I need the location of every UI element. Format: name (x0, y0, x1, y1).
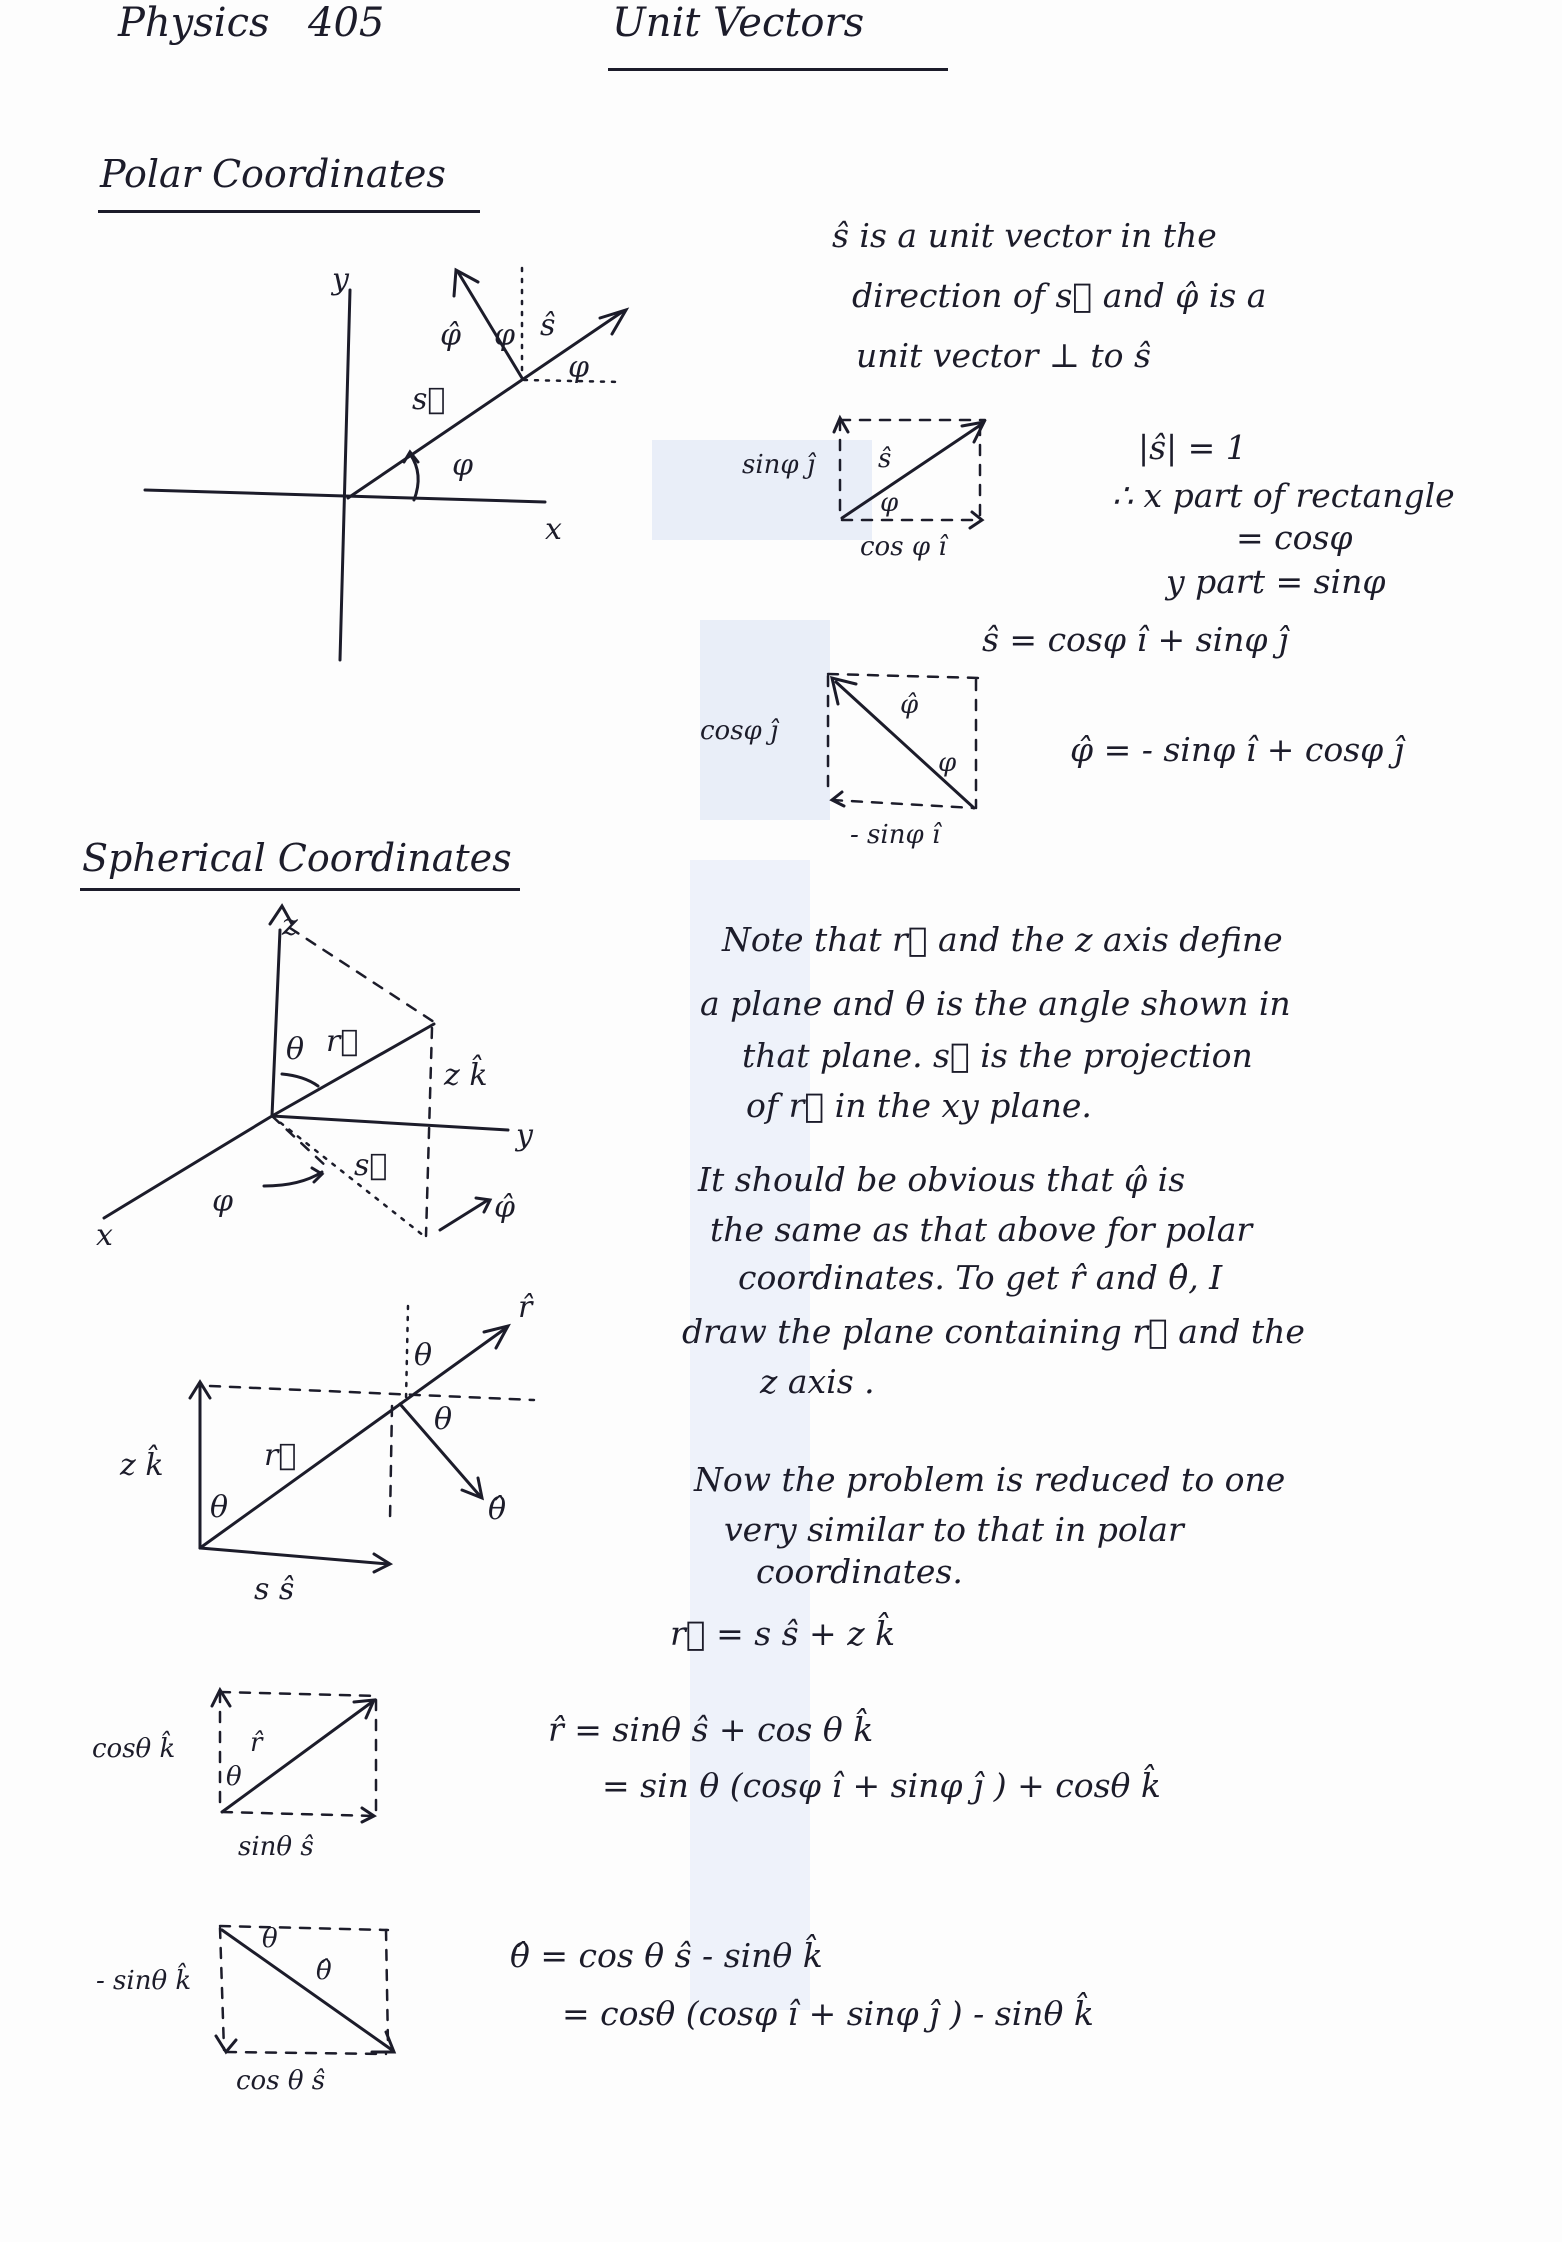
rect2-diag-label: φ̂ (900, 690, 919, 720)
rect4-side-label: - sinθ k̂ (96, 1966, 192, 1996)
fig2-r-hat-label: r̂ (518, 1290, 533, 1325)
sph-y-label: y (516, 1118, 533, 1153)
theta-hat-equation-1: θ̂ = cos θ ŝ - sinθ k̂ (510, 1936, 823, 1975)
rect2-bottom-label: - sinφ î (850, 820, 941, 850)
s-hat-equation: ŝ = cosφ î + sinφ ĵ (982, 620, 1289, 659)
rect3-bottom-label: sinθ ŝ (238, 1832, 314, 1862)
rect1-note-3: = cosφ (1236, 518, 1353, 557)
fig2-theta-label-3: θ (434, 1402, 453, 1437)
polar-phi-label-2: φ (494, 318, 516, 353)
sph-note2-line-5: z axis . (760, 1362, 875, 1401)
sph-phi-label: φ (212, 1184, 234, 1219)
sph-note1-line-1: Note that r⃗ and the z axis define (722, 920, 1283, 959)
rect4-diag-label: θ̂ (316, 1956, 332, 1986)
sph-theta-label: θ (286, 1032, 305, 1067)
fig2-theta-hat-label: θ̂ (488, 1492, 507, 1527)
polar-s-vec-label: s⃗ (412, 382, 446, 417)
fig2-zk-label: z k̂ (120, 1448, 164, 1483)
polar-y-label: y (332, 262, 349, 297)
sph-z-label: z (282, 908, 298, 943)
rect4-bottom-label: cos θ ŝ (236, 2066, 326, 2096)
rect3-angle-label: θ (226, 1762, 242, 1792)
r-hat-equation-1: r̂ = sinθ ŝ + cos θ k̂ (548, 1710, 874, 1749)
page-title: Unit Vectors (612, 0, 865, 46)
rect1-side-label: sinφ ĵ (742, 450, 815, 480)
spherical-heading: Spherical Coordinates (82, 836, 512, 880)
sph-s-vec-label: s⃗ (354, 1148, 388, 1183)
polar-phi-label: φ (452, 448, 474, 483)
rect1-note-4: y part = sinφ (1166, 562, 1386, 601)
sph-note3-line-1: Now the problem is reduced to one (694, 1460, 1286, 1499)
polar-heading: Polar Coordinates (100, 152, 446, 196)
rect2-angle-label: φ (938, 748, 957, 778)
theta-hat-equation-2: = cosθ (cosφ î + sinφ ĵ ) - sinθ k̂ (562, 1994, 1094, 2033)
rect1-bottom-label: cos φ î (860, 532, 947, 562)
fig2-r-vec-label: r⃗ (264, 1438, 297, 1473)
polar-note-line-1: ŝ is a unit vector in the (832, 216, 1217, 255)
polar-s-hat-label: ŝ (540, 308, 556, 343)
sph-r-vec-label: r⃗ (326, 1024, 359, 1059)
sph-note2-line-4: draw the plane containing r⃗ and the (682, 1312, 1305, 1351)
polar-note-line-3: unit vector ⊥ to ŝ (856, 336, 1151, 375)
polar-phi-label-3: φ (568, 350, 590, 385)
sph-note2-line-1: It should be obvious that φ̂ is (698, 1160, 1186, 1199)
course-name: Physics (118, 0, 270, 46)
fig2-ss-label: s ŝ (254, 1572, 295, 1607)
r-vec-equation: r⃗ = s ŝ + z k̂ (670, 1614, 896, 1653)
phi-hat-equation: φ̂ = - sinφ î + cosφ ĵ (1070, 730, 1405, 769)
rect4-diagonal (222, 1930, 392, 2050)
rect1-note-1: |ŝ| = 1 (1138, 428, 1247, 467)
rect2-side-label: cosφ ĵ (700, 716, 779, 746)
rect4-angle-label: θ (262, 1924, 278, 1954)
fig2-theta-label: θ (210, 1490, 229, 1525)
sph-zk-label: z k̂ (444, 1058, 488, 1093)
sph-note1-line-2: a plane and θ is the angle shown in (700, 984, 1291, 1023)
sph-note1-line-4: of r⃗ in the xy plane. (746, 1086, 1092, 1125)
sph-note1-line-3: that plane. s⃗ is the projection (742, 1036, 1253, 1075)
polar-x-label: x (545, 512, 562, 547)
sph-note2-line-2: the same as that above for polar (710, 1210, 1253, 1249)
rect3-side-label: cosθ k̂ (92, 1734, 176, 1764)
r-hat-equation-2: = sin θ (cosφ î + sinφ ĵ ) + cosθ k̂ (602, 1766, 1161, 1805)
rect3-diag-label: r̂ (250, 1728, 263, 1758)
fig2-theta-label-2: θ (414, 1338, 433, 1373)
rect1-diag-label: ŝ (878, 444, 892, 474)
rect1-note-2: ∴ x part of rectangle (1112, 476, 1455, 515)
sph-phi-hat-label: φ̂ (494, 1190, 516, 1225)
polar-note-line-2: direction of s⃗ and φ̂ is a (852, 276, 1267, 315)
sph-note3-line-3: coordinates. (756, 1552, 963, 1591)
sph-note2-line-3: coordinates. To get r̂ and θ̂, I (738, 1258, 1223, 1297)
polar-phi-hat-label: φ̂ (440, 318, 462, 353)
rect1-angle-label: φ (880, 488, 899, 518)
course-number: 405 (308, 0, 385, 46)
sph-x-label: x (96, 1218, 113, 1253)
sph-note3-line-2: very similar to that in polar (724, 1510, 1184, 1549)
